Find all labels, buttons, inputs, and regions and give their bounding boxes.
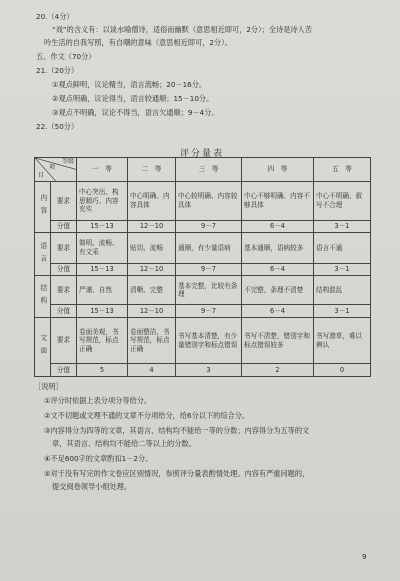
corner-label-item: 项 bbox=[49, 164, 56, 171]
table-cell: 基本通顺，语病较多 bbox=[242, 233, 314, 263]
score-cell: 15－13 bbox=[77, 220, 128, 232]
score-cell: 9－7 bbox=[176, 263, 242, 275]
page-number: 9 bbox=[362, 553, 367, 561]
category-content: 内容 bbox=[35, 181, 51, 232]
scoring-table bbox=[34, 157, 371, 377]
level-header-1: 一 等 bbox=[77, 158, 128, 182]
score-cell: 4 bbox=[128, 364, 176, 377]
score-label: 分值 bbox=[51, 220, 77, 232]
table-cell: 书写潦草，难以辨认 bbox=[314, 317, 371, 364]
table-cell: 不完整，条理不清楚 bbox=[242, 276, 314, 305]
presentation-score-row bbox=[35, 364, 371, 377]
content-score-row bbox=[35, 220, 371, 232]
note-1: ①评分时依据上表分项分等给分。 bbox=[44, 396, 152, 405]
table-cell: 基本完整，比较有条理 bbox=[176, 276, 242, 305]
note-5-cont: 提交阅卷领导小组处理。 bbox=[52, 482, 132, 491]
score-cell: 3 bbox=[176, 364, 242, 377]
corner-label-item-2: 目 bbox=[38, 172, 45, 180]
language-score-row bbox=[35, 263, 371, 275]
requirement-label: 要求 bbox=[51, 233, 77, 263]
score-label: 分值 bbox=[51, 364, 77, 377]
table-cell: 通顺，有少量语病 bbox=[176, 233, 242, 263]
score-label: 分值 bbox=[51, 263, 77, 275]
notes-heading: ［说明］ bbox=[34, 382, 63, 391]
corner-label-level: 等级 bbox=[61, 158, 74, 165]
score-cell: 2 bbox=[242, 364, 314, 377]
score-cell: 5 bbox=[77, 364, 128, 377]
table-cell: 中心明确、内容具体 bbox=[128, 181, 176, 220]
table-cell: 书写不清楚，错别字和标点错误较多 bbox=[242, 317, 314, 364]
q21-criterion-3: ③观点不明确，议论不得当，语言欠通顺；9－4分。 bbox=[52, 108, 219, 117]
requirement-label: 要求 bbox=[51, 181, 77, 220]
presentation-requirements-row bbox=[35, 317, 371, 364]
q20-answer-line-2: 吟生活的自我写照，有自嘲的意味（意思相近即可，2分）。 bbox=[44, 38, 232, 47]
note-4: ④不足600字的文章酌扣1－2分。 bbox=[44, 454, 153, 463]
score-cell: 3－1 bbox=[314, 305, 371, 317]
scoring-table-title: 评分量表 bbox=[180, 149, 225, 159]
score-cell: 12－10 bbox=[128, 263, 176, 275]
table-cell: 中心不够明确、内容不够具体 bbox=[242, 181, 314, 220]
table-cell: 清晰、完整 bbox=[128, 276, 176, 305]
score-cell: 3－1 bbox=[314, 220, 371, 232]
table-cell: 结构混乱 bbox=[314, 276, 371, 305]
score-cell: 0 bbox=[314, 364, 371, 377]
q22-heading: 22.（50分） bbox=[36, 122, 79, 131]
score-cell: 6－4 bbox=[242, 305, 314, 317]
table-cell: 中心突出、构思精巧、内容充实 bbox=[77, 181, 128, 220]
score-label: 分值 bbox=[51, 305, 77, 317]
q21-heading: 21.（20分） bbox=[36, 66, 79, 75]
structure-score-row bbox=[35, 305, 371, 317]
q21-criterion-1: ①观点鲜明，议论精当，语言流畅；20－16分。 bbox=[52, 80, 207, 89]
score-cell: 6－4 bbox=[242, 220, 314, 232]
table-cell: 书写基本清楚，有少量错别字和标点错误 bbox=[176, 317, 242, 364]
level-header-3: 三 等 bbox=[176, 158, 242, 182]
table-cell: 卷面美观，书写规范，标点正确 bbox=[77, 317, 128, 364]
table-cell: 严谨、自然 bbox=[77, 276, 128, 305]
table-corner-cell bbox=[35, 158, 77, 182]
note-3-cont: 章，其语言、结构均不能给二等以上的分数。 bbox=[52, 439, 196, 448]
table-cell: 卷面整洁，书写规范，标点正确 bbox=[128, 317, 176, 364]
category-structure: 结构 bbox=[35, 276, 51, 318]
level-header-4: 四 等 bbox=[242, 158, 314, 182]
level-header-5: 五 等 bbox=[314, 158, 371, 182]
requirement-label: 要求 bbox=[51, 317, 77, 364]
table-cell: 贴切、流畅 bbox=[128, 233, 176, 263]
language-requirements-row bbox=[35, 233, 371, 263]
requirement-label: 要求 bbox=[51, 276, 77, 305]
category-presentation: 文面 bbox=[35, 317, 51, 376]
score-cell: 9－7 bbox=[176, 305, 242, 317]
score-cell: 15－13 bbox=[77, 305, 128, 317]
table-cell: 中心不明确、叙写不合理 bbox=[314, 181, 371, 220]
note-2: ②文不切题或文理不通的文章不分项给分，给6分以下的综合分。 bbox=[44, 411, 250, 420]
score-cell: 3－1 bbox=[314, 263, 371, 275]
score-cell: 12－10 bbox=[128, 305, 176, 317]
table-cell: 语言不通 bbox=[314, 233, 371, 263]
note-3: ③内容得分为四等的文章，其语言、结构均不能给一等的分数；内容得分为五等的文 bbox=[44, 426, 310, 435]
q20-heading: 20.（4分） bbox=[36, 12, 74, 21]
level-header-2: 二 等 bbox=[128, 158, 176, 182]
score-cell: 15－13 bbox=[77, 263, 128, 275]
score-cell: 9－7 bbox=[176, 220, 242, 232]
table-header-row bbox=[35, 158, 371, 182]
q21-criterion-2: ②观点明确，议论得当，语言较通顺；15－10分。 bbox=[52, 94, 214, 103]
content-requirements-row bbox=[35, 181, 371, 220]
table-cell: 简明、流畅、有文采 bbox=[77, 233, 128, 263]
score-cell: 6－4 bbox=[242, 263, 314, 275]
q20-answer-line-1: “戏”的含义有：以谈水喻僧诗，适俗而幽默（意思相近即可，2分）；全诗是诗人苦 bbox=[52, 25, 312, 34]
structure-requirements-row bbox=[35, 276, 371, 305]
section-5-heading: 五、作文（70分） bbox=[36, 52, 96, 61]
score-cell: 12－10 bbox=[128, 220, 176, 232]
category-language: 语言 bbox=[35, 233, 51, 276]
note-5: ⑤对于没有写完的作文卷应区别情况，参照评分量表酌情处理。内容有严重问题的， bbox=[44, 469, 310, 478]
table-cell: 中心较明确、内容较具体 bbox=[176, 181, 242, 220]
